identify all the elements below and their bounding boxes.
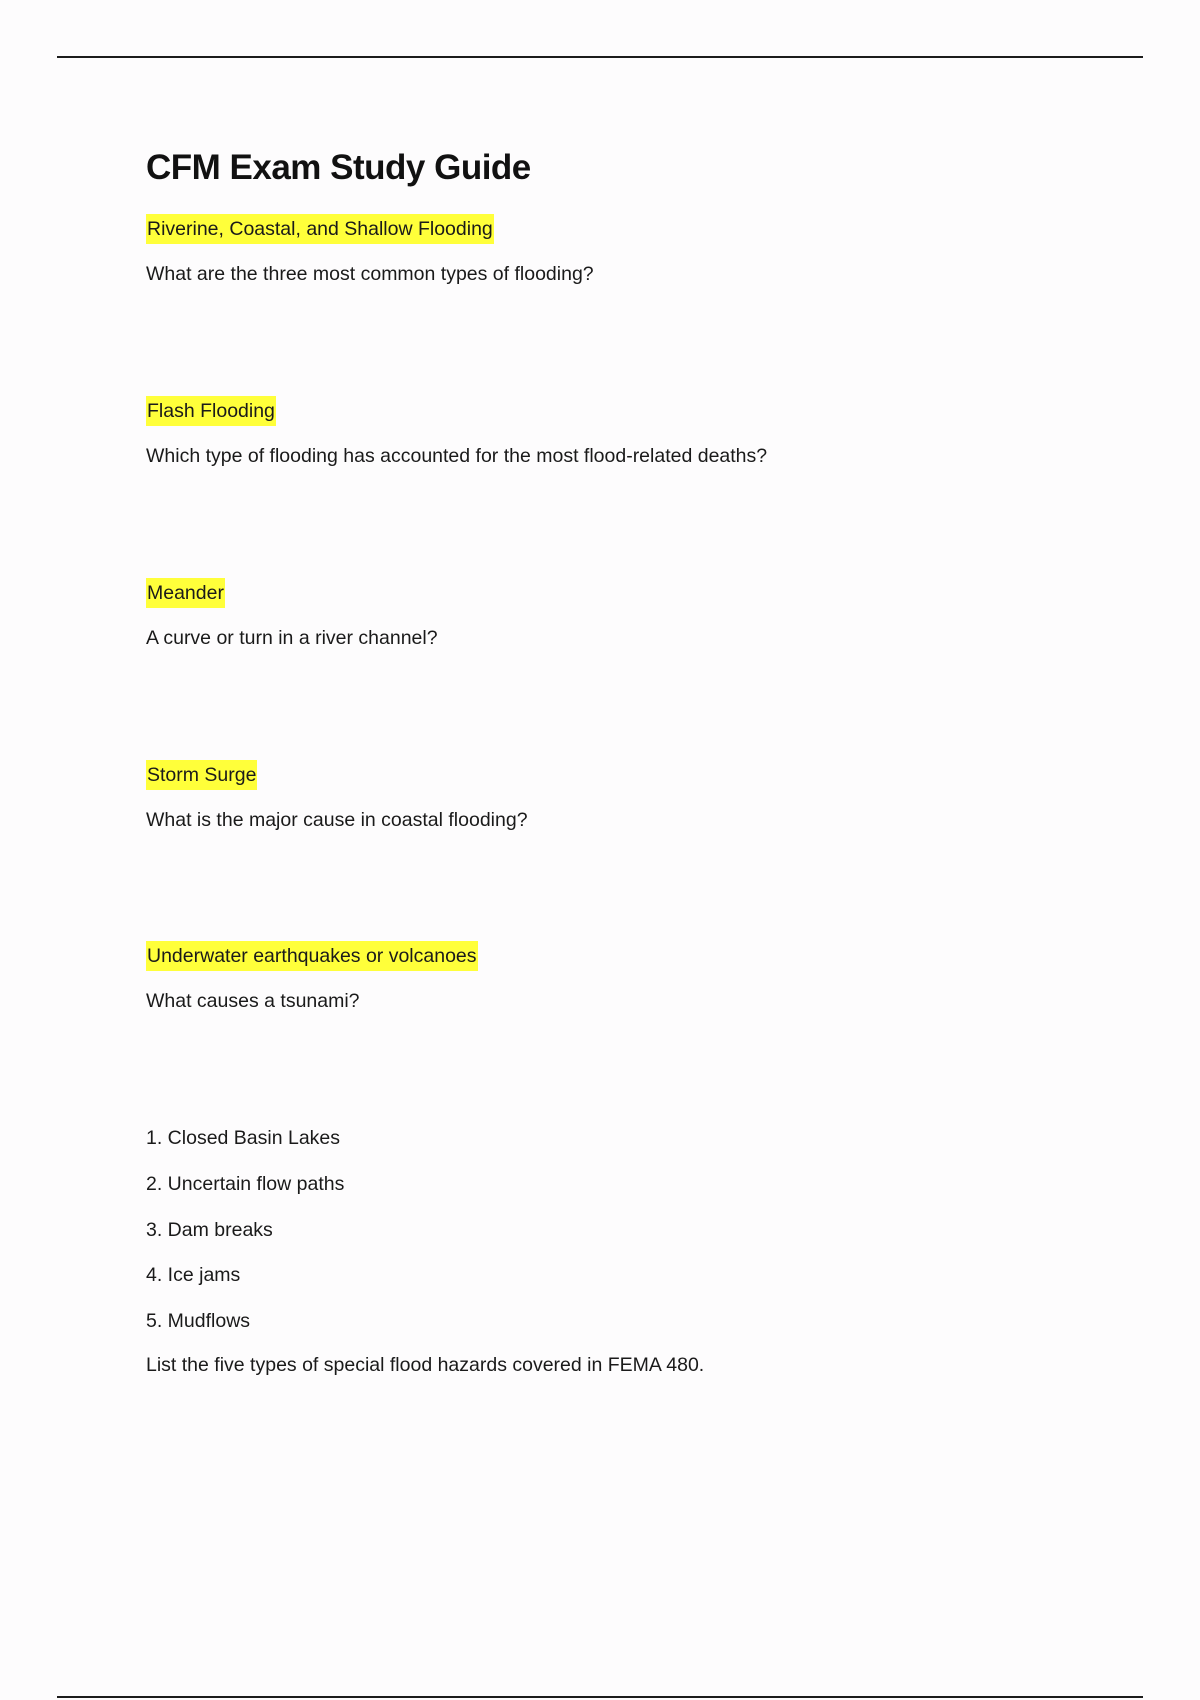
question-text: What is the major cause in coastal flooding? [146, 809, 528, 831]
page-title: CFM Exam Study Guide [146, 148, 531, 187]
list-item: 3. Dam breaks [146, 1219, 273, 1241]
list-item: 5. Mudflows [146, 1310, 251, 1332]
answer-highlight: Flash Flooding [146, 396, 276, 426]
question-text: A curve or turn in a river channel? [146, 627, 438, 649]
question-text: List the five types of special flood hazards covered in FEMA 480. [146, 1354, 705, 1376]
question-text: What causes a tsunami? [146, 990, 360, 1012]
header-rule [57, 56, 1143, 58]
answer-highlight: Underwater earthquakes or volcanoes [146, 941, 478, 971]
answer-highlight: Riverine, Coastal, and Shallow Flooding [146, 214, 494, 244]
answer-highlight: Meander [146, 578, 225, 608]
question-text: What are the three most common types of flooding? [146, 263, 594, 285]
answer-highlight: Storm Surge [146, 760, 257, 790]
list-item: 2. Uncertain flow paths [146, 1173, 345, 1195]
question-text: Which type of flooding has accounted for the most flood-related deaths? [146, 445, 768, 467]
footer-rule [57, 1696, 1143, 1698]
list-item: 1. Closed Basin Lakes [146, 1127, 341, 1149]
list-item: 4. Ice jams [146, 1264, 241, 1286]
